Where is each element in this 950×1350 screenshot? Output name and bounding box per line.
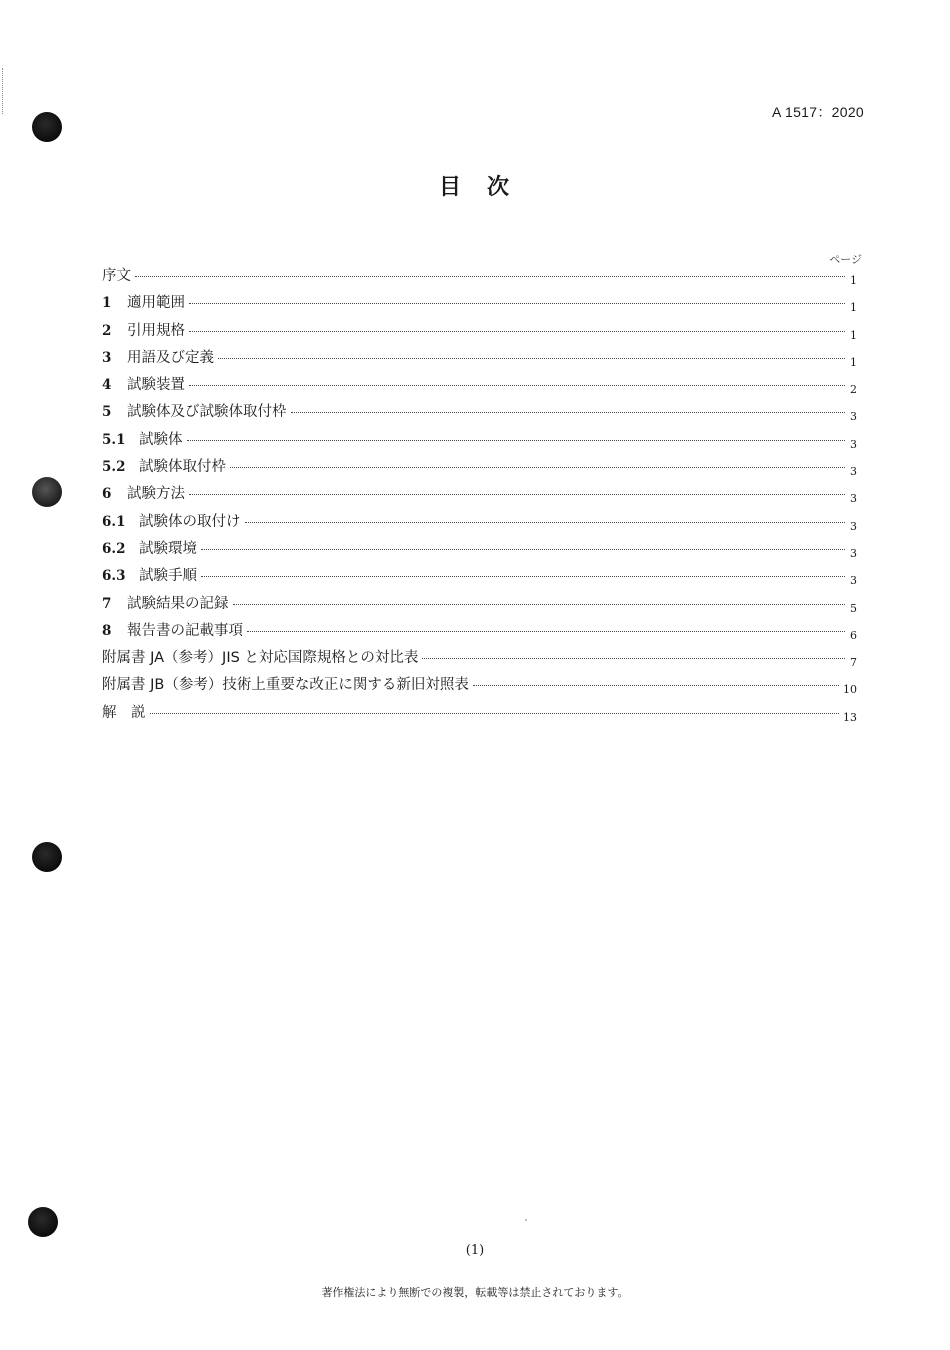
toc-dot-leader (218, 358, 845, 359)
toc-entry-number: 8 (102, 622, 112, 639)
toc-dot-leader (189, 494, 845, 495)
toc-entry-page: 1 (850, 301, 857, 315)
toc-entry-title: 試験方法 (127, 486, 185, 503)
toc-dot-leader (189, 385, 845, 386)
toc-dot-leader (230, 467, 845, 468)
toc-entry-title: 試験環境 (139, 540, 197, 557)
toc-entry-page: 7 (850, 656, 857, 670)
toc-dot-leader (291, 412, 846, 413)
toc-entry-title: 用語及び定義 (127, 349, 214, 366)
punch-hole-4 (28, 1207, 58, 1237)
toc-entry-number: 2 (102, 322, 112, 339)
toc-entry-page: 3 (850, 574, 857, 588)
page-number: (1) (465, 1243, 485, 1258)
toc-dot-leader (189, 303, 845, 304)
toc-entry[interactable] (102, 482, 857, 509)
toc-dot-leader (201, 549, 845, 550)
toc-entry-title: 適用範囲 (127, 295, 185, 312)
toc-entry-number: 5.1 (102, 431, 126, 448)
toc-entry[interactable] (102, 537, 857, 564)
toc-entry[interactable] (102, 564, 857, 591)
toc-entry-number: 5.2 (102, 459, 126, 476)
toc-entry[interactable] (102, 373, 857, 400)
toc-entry-page: 5 (850, 601, 857, 615)
toc-entry-title: 試験体及び試験体取付枠 (127, 404, 287, 421)
copyright-notice: 著作権法により無断での複製，転載等は禁止されております。 (321, 1286, 629, 1299)
toc-entry-number: 6.3 (102, 568, 126, 585)
toc-entry-page: 6 (850, 628, 857, 642)
toc-entry-title: 解 説 (102, 704, 146, 721)
toc-dot-leader (135, 276, 845, 277)
toc-entry-page: 10 (843, 683, 857, 697)
toc-entry-page: 3 (850, 519, 857, 533)
toc-entry[interactable] (102, 619, 857, 646)
table-of-contents (102, 264, 857, 728)
toc-entry-page: 2 (850, 383, 857, 397)
toc-entry-page: 1 (850, 274, 857, 287)
toc-entry-title: 附属書 JA（参考）JIS と対応国際規格との対比表 (102, 650, 419, 667)
toc-entry-title: 試験体取付枠 (139, 459, 226, 476)
toc-entry-title: 試験手順 (139, 568, 197, 585)
toc-entry[interactable] (102, 346, 857, 373)
toc-entry-page: 1 (850, 328, 857, 342)
toc-entry-number: 5 (102, 404, 112, 421)
toc-entry-number: 4 (102, 377, 112, 394)
toc-entry[interactable] (102, 319, 857, 346)
toc-dot-leader (189, 331, 845, 332)
toc-entry-page: 13 (843, 710, 857, 724)
page-column-label: ページ (829, 253, 862, 266)
toc-entry-page: 3 (850, 546, 857, 560)
toc-entry-title: 序文 (102, 268, 131, 284)
toc-entry-page: 3 (850, 410, 857, 424)
toc-entry-title: 試験体の取付け (139, 513, 241, 530)
toc-title: 目 次 (438, 175, 511, 200)
toc-dot-leader (422, 658, 845, 659)
toc-dot-leader (150, 713, 840, 714)
toc-dot-leader (187, 440, 846, 441)
scan-edge-marks (2, 68, 5, 114)
toc-entry[interactable] (102, 428, 857, 455)
toc-entry[interactable] (102, 400, 857, 427)
toc-dot-leader (473, 685, 839, 686)
toc-entry-title: 試験装置 (127, 377, 185, 394)
toc-entry-page: 3 (850, 465, 857, 479)
toc-entry-title: 試験体 (139, 431, 183, 448)
toc-entry[interactable] (102, 592, 857, 619)
toc-entry-number: 6.2 (102, 540, 126, 557)
toc-entry[interactable] (102, 701, 857, 728)
toc-dot-leader (245, 522, 846, 523)
toc-dot-leader (247, 631, 845, 632)
toc-entry-page: 1 (850, 355, 857, 369)
toc-entry[interactable] (102, 291, 857, 318)
toc-entry-page: 3 (850, 492, 857, 506)
toc-entry-number: 3 (102, 349, 112, 366)
toc-entry-page: 3 (850, 437, 857, 451)
toc-entry-number: 7 (102, 595, 112, 612)
toc-entry[interactable] (102, 673, 857, 700)
toc-entry-title: 試験結果の記録 (127, 595, 229, 612)
punch-hole-3 (32, 842, 62, 872)
toc-entry[interactable] (102, 510, 857, 537)
scan-speck (525, 1219, 527, 1221)
punch-hole-1 (32, 112, 62, 142)
document-number: A 1517：2020 (771, 104, 864, 120)
toc-dot-leader (233, 604, 846, 605)
punch-hole-2 (32, 477, 62, 507)
toc-dot-leader (201, 576, 845, 577)
toc-entry-number: 6 (102, 486, 112, 503)
toc-entry-title: 引用規格 (127, 322, 185, 339)
toc-entry[interactable] (102, 264, 857, 291)
toc-entry[interactable] (102, 455, 857, 482)
toc-entry-number: 6.1 (102, 513, 126, 530)
toc-entry-title: 附属書 JB（参考）技術上重要な改正に関する新旧対照表 (102, 677, 469, 694)
toc-entry[interactable] (102, 646, 857, 673)
toc-entry-title: 報告書の記載事項 (127, 622, 243, 639)
toc-entry-number: 1 (102, 295, 112, 312)
